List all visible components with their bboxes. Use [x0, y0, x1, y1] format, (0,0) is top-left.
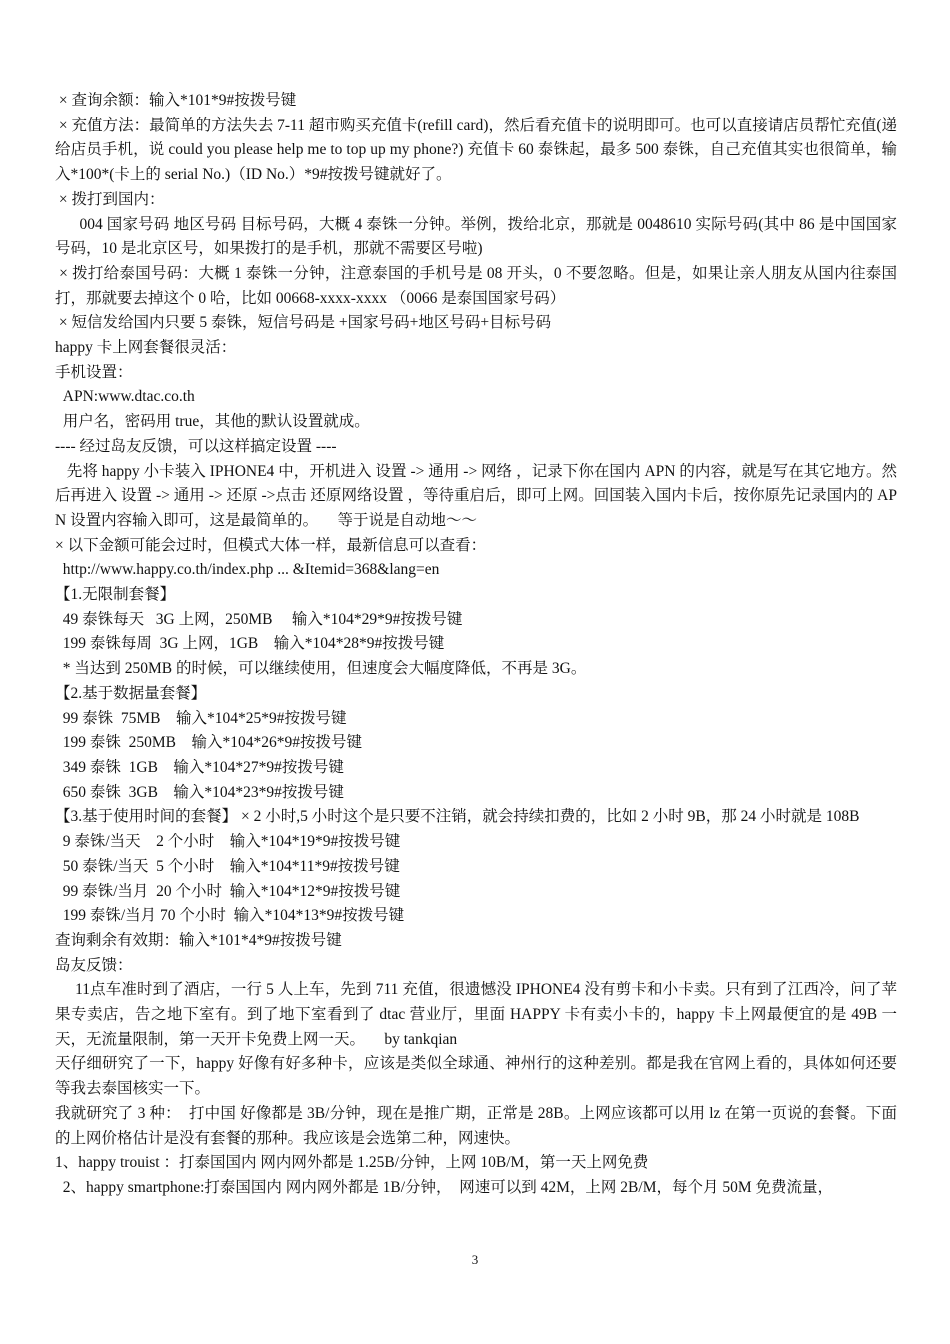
plan-line: 650 泰铢 3GB 输入*104*23*9#按拨号键 — [55, 783, 344, 801]
plan-line: 199 泰铢每周 3G 上网，1GB 输入*104*28*9#按拨号键 — [55, 635, 445, 653]
plan-line: 49 泰铢每天 3G 上网，250MB 输入*104*29*9#按拨号键 — [55, 610, 463, 628]
plan-line: 50 泰铢/当天 5 个小时 输入*104*11*9#按拨号键 — [55, 857, 400, 875]
section-heading-time: 【3.基于使用时间的套餐】 × 2 小时,5 小时这个是只要不注销，就会持续扣费的，比如 2 小时 9B，那 24 小时就是 108B — [55, 808, 860, 826]
paragraph-apn: APN:www.dtac.co.th — [55, 388, 195, 406]
plan-note: * 当达到 250MB 的时候，可以继续使用，但速度会大幅度降低，不再是 3G。 — [55, 660, 587, 678]
paragraph-call-china-heading: × 拨打到国内： — [55, 190, 165, 208]
paragraph-credentials: 用户名，密码用 true，其他的默认设置就成。 — [55, 413, 370, 431]
paragraph-feedback-heading: 岛友反馈： — [55, 956, 133, 974]
document-body — [55, 89, 897, 1201]
paragraph-research: 天仔细研究了一下，happy 好像有好多种卡，应该是类似全球通、神州行的这种差别。都是我在官网上看的，具体如何还要等我去泰国核实一下。 — [55, 1055, 897, 1098]
paragraph-url: http://www.happy.co.th/index.php ... &Itemid=368&lang=en — [55, 561, 440, 579]
section-heading-unlimited: 【1.无限制套餐】 — [55, 586, 176, 604]
plan-line: 349 泰铢 1GB 输入*104*27*9#按拨号键 — [55, 758, 344, 776]
paragraph-feedback-story: 11点车准时到了酒店，一行 5 人上车，先到 711 充值，很遗憾没 IPHONE4 没有剪卡和小卡卖。只有到了江西冷，问了苹果专卖店，告之地下室有。到了地下室看到了 dtac 营业厅，里面 HAPPY 卡有卖小卡的，happy 卡上网最便宜的是 49B 一天，无流量限制，第一天开卡免费上网一天。 by tankqian — [55, 981, 898, 1048]
paragraph-three-cards: 我就研究了 3 种： 打中国 好像都是 3B/分钟，现在是推广期，正常是 28B。上网应该都可以用 lz 在第一页说的套餐。下面的上网价格估计是没有套餐的那种。我应该是会选第二种，网速快。 — [55, 1104, 897, 1147]
paragraph-phone-settings: 手机设置： — [55, 363, 133, 381]
plan-line: 99 泰铢 75MB 输入*104*25*9#按拨号键 — [55, 709, 347, 727]
plan-line: 99 泰铢/当月 20 个小时 输入*104*12*9#按拨号键 — [55, 882, 401, 900]
paragraph-data-plans-intro: happy 卡上网套餐很灵活： — [55, 339, 237, 357]
paragraph-top-up-method: × 充值方法：最简单的方法失去 7-11 超市购买充值卡(refill card)，然后看充值卡的说明即可。也可以直接请店员帮忙充值(递给店员手机，说 could you please help me to top up my phone?) 充值卡 60 泰铢起，最多 500 泰铢，自己充值其实也很简单，输入*100*(卡上的 serial No.)（ID No.）*9#按拨号键就好了。 — [55, 116, 898, 184]
plan-line: 199 泰铢/当月 70 个小时 输入*104*13*9#按拨号键 — [55, 907, 405, 925]
paragraph-call-thailand: × 拨打给泰国号码：大概 1 泰铢一分钟，注意泰国的手机号是 08 开头，0 不要忽略。但是，如果让亲人朋友从国内往泰国打，那就要去掉这个 0 哈，比如 00668-xxxx-xxxx （0066 是泰国国家号码） — [55, 264, 898, 307]
plan-line: 199 泰铢 250MB 输入*104*26*9#按拨号键 — [55, 734, 362, 752]
paragraph-validity-query: 查询剩余有效期：输入*101*4*9#按拨号键 — [55, 931, 342, 949]
paragraph-call-china-detail: 004 国家号码 地区号码 目标号码，大概 4 泰铢一分钟。举例，拨给北京，那就是 0048610 实际号码(其中 86 是中国国家号码，10 是北京区号，如果拨打的是手机，那就不需要区号啦) — [55, 215, 897, 258]
paragraph-card-smartphone: 2、happy smartphone:打泰国国内 网内网外都是 1B/分钟， 网速可以到 42M，上网 2B/M，每个月 50M 免费流量， — [55, 1178, 834, 1196]
paragraph-iphone-setup: 先将 happy 小卡装入 IPHONE4 中，开机进入 设置 -> 通用 -> 网络 ，记录下你在国内 APN 的内容，就是写在其它地方。然后再进入 设置 -> 通用 -> 还原 ->点击 还原网络设置 ，等待重启后，即可上网。回国装入国内卡后，按你原先记录国内的 APN 设置内容输入即可，这是最简单的。 等于说是自动地～～ — [55, 462, 898, 529]
page-number: 3 — [471, 1252, 479, 1267]
paragraph-sms: × 短信发给国内只要 5 泰铢，短信号码是 +国家号码+地区号码+目标号码 — [55, 314, 552, 332]
paragraph-feedback-divider: ---- 经过岛友反馈，可以这样搞定设置 ---- — [55, 437, 337, 455]
section-heading-data: 【2.基于数据量套餐】 — [55, 684, 207, 702]
paragraph-price-notice: × 以下金额可能会过时，但模式大体一样，最新信息可以查看： — [55, 536, 487, 554]
paragraph-balance-query: × 查询余额：输入*101*9#按拨号键 — [55, 92, 297, 109]
paragraph-card-tourist: 1、happy trouist ：打泰国国内 网内网外都是 1.25B/分钟，上网 10B/M，第一天上网免费 — [55, 1154, 649, 1172]
plan-line: 9 泰铢/当天 2 个小时 输入*104*19*9#按拨号键 — [55, 833, 401, 851]
